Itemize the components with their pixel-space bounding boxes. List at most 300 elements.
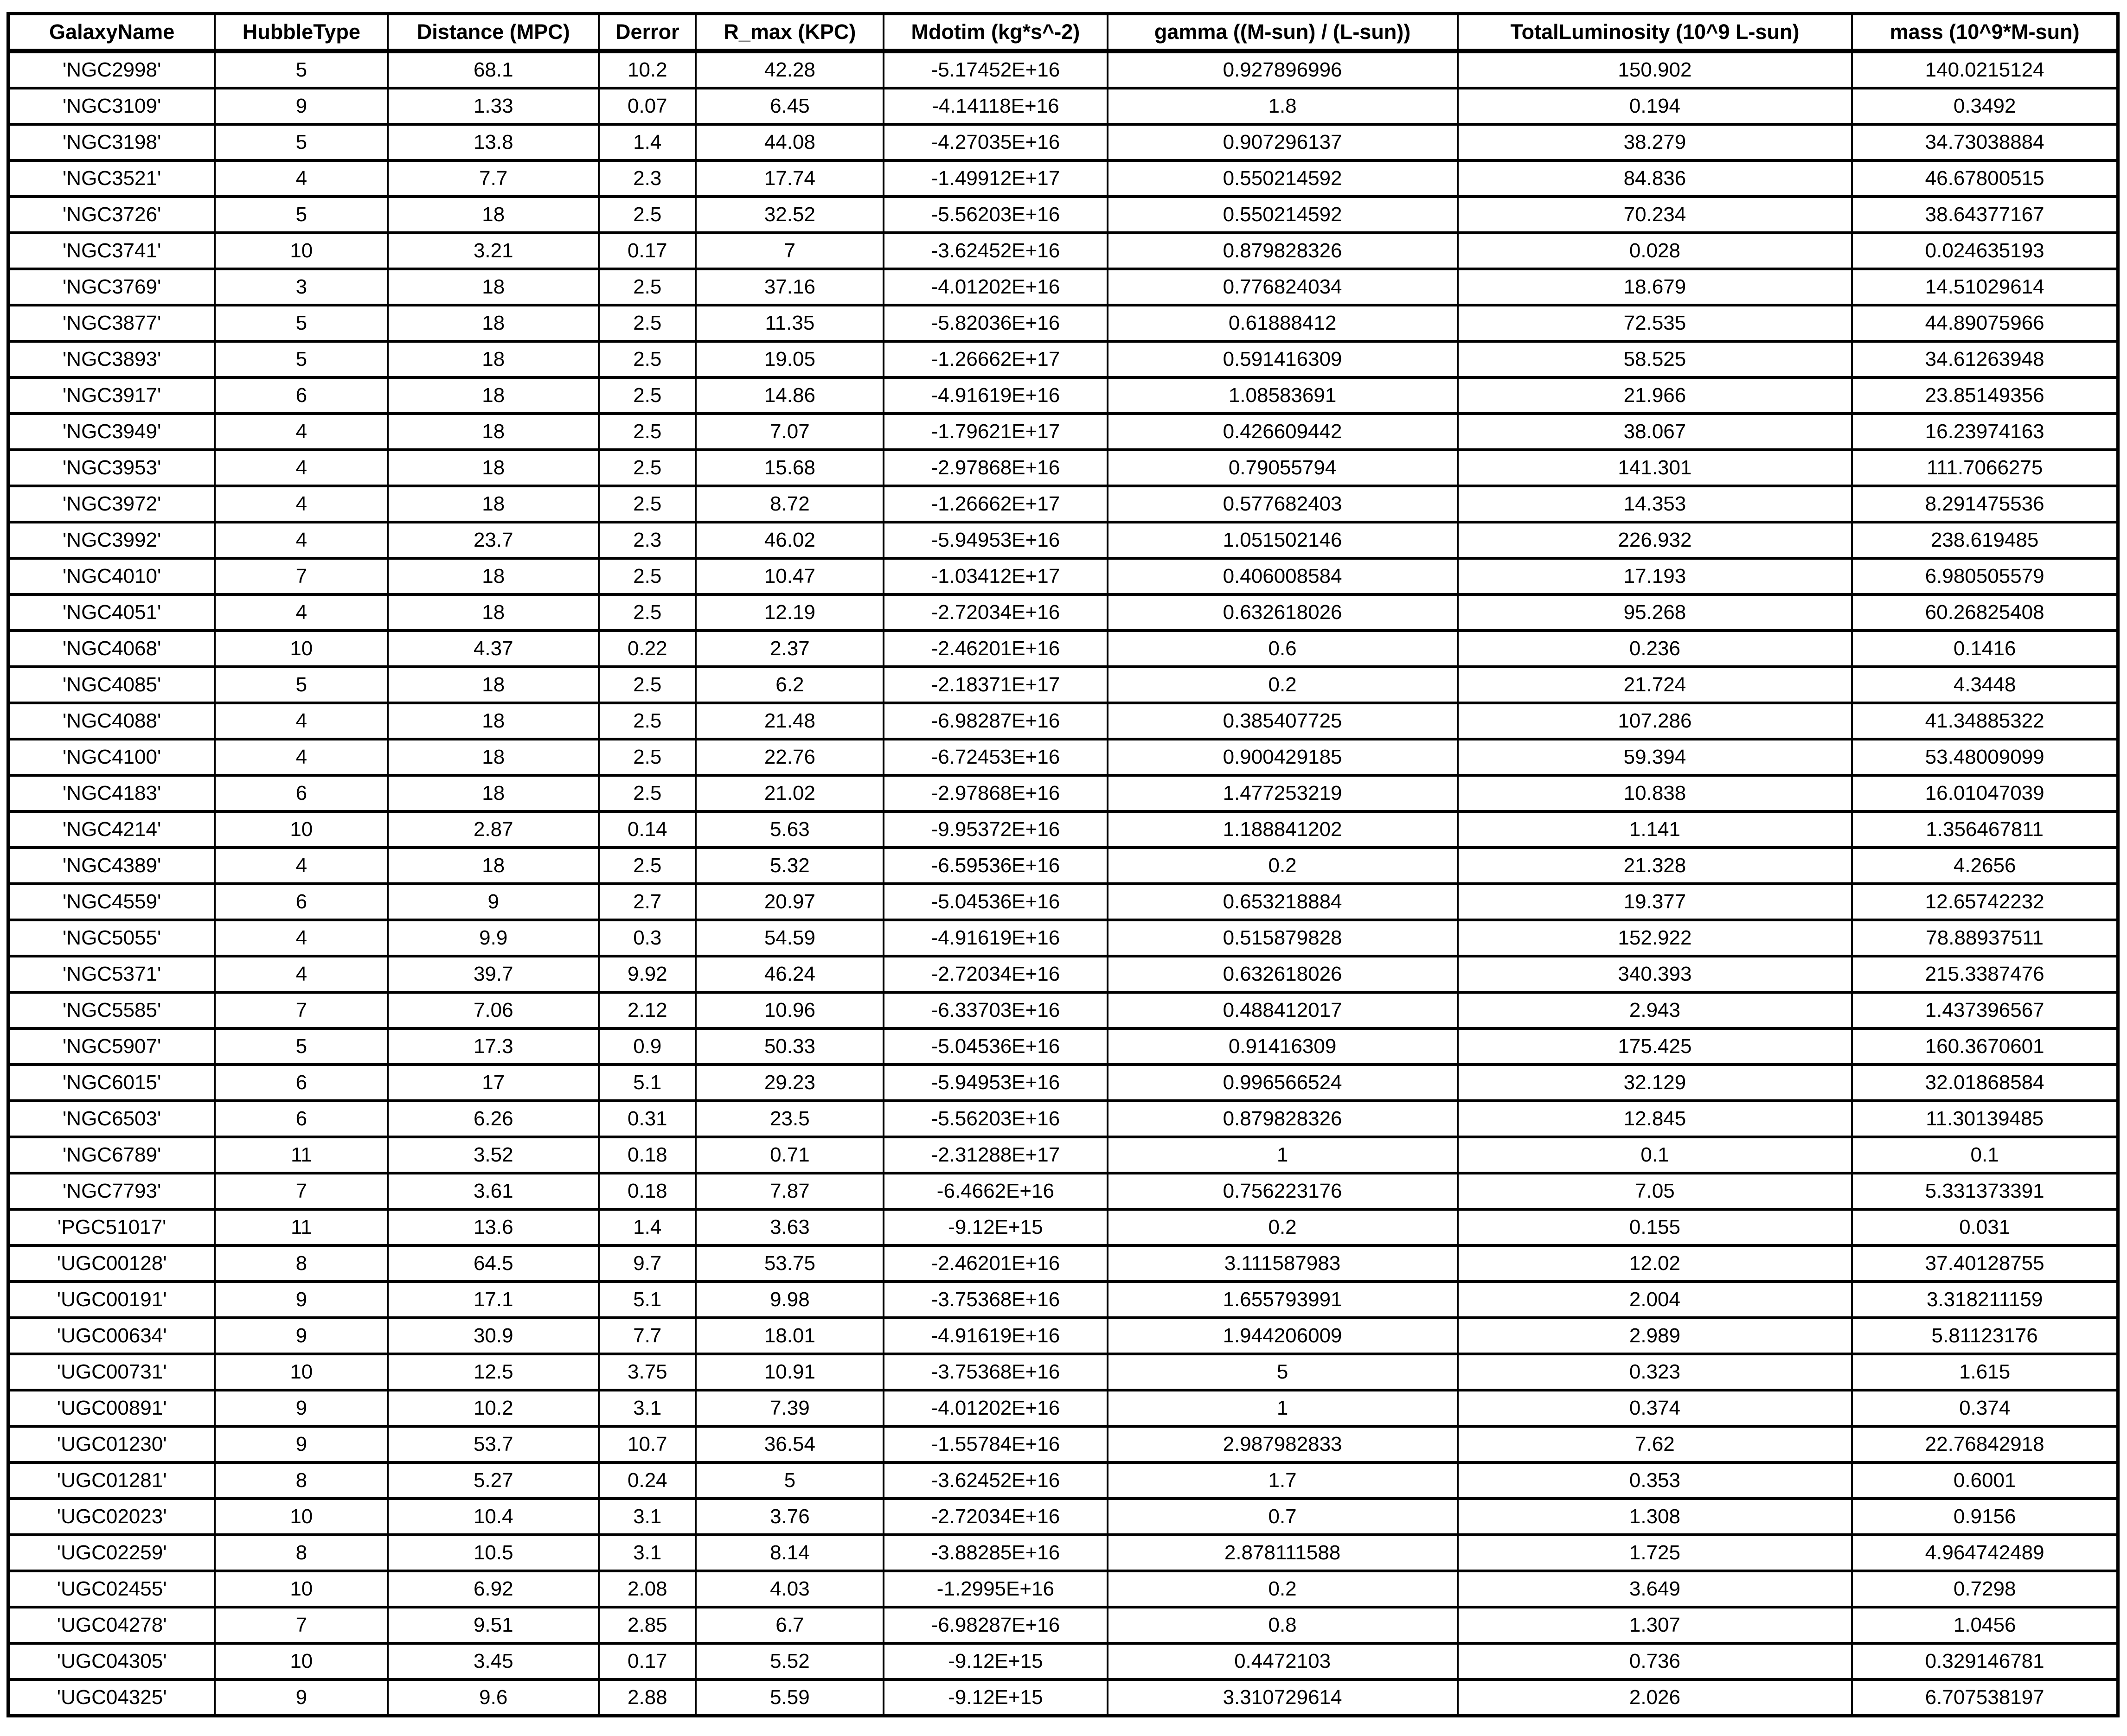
cell: -5.94953E+16 (884, 522, 1107, 558)
cell: 'NGC3972' (8, 486, 215, 522)
cell: 3.76 (696, 1499, 884, 1535)
cell: 107.286 (1458, 703, 1852, 739)
cell: 4 (215, 594, 388, 631)
cell: 5.32 (696, 848, 884, 884)
cell: 23.7 (388, 522, 599, 558)
table-row (8, 1499, 2118, 1535)
column-header: R_max (KPC) (696, 14, 884, 51)
cell: 'NGC3769' (8, 269, 215, 305)
cell: 4 (215, 848, 388, 884)
table-row (8, 269, 2118, 305)
cell: 18 (388, 558, 599, 594)
cell: 4 (215, 703, 388, 739)
cell: 0.879828326 (1108, 1101, 1458, 1137)
table-row (8, 51, 2118, 88)
cell: 'PGC51017' (8, 1209, 215, 1245)
cell: 1.437396567 (1852, 992, 2118, 1028)
cell: 59.394 (1458, 739, 1852, 775)
cell: 'NGC3953' (8, 450, 215, 486)
cell: 'UGC02259' (8, 1535, 215, 1571)
cell: 17.193 (1458, 558, 1852, 594)
cell: 3.1 (599, 1390, 696, 1426)
cell: 3.21 (388, 233, 599, 269)
table-row (8, 1209, 2118, 1245)
cell: 3.1 (599, 1535, 696, 1571)
cell: 0.6001 (1852, 1462, 2118, 1499)
cell: -4.91619E+16 (884, 1318, 1107, 1354)
cell: 10.2 (388, 1390, 599, 1426)
cell: -5.94953E+16 (884, 1065, 1107, 1101)
cell: -2.18371E+17 (884, 667, 1107, 703)
cell: 1 (1108, 1137, 1458, 1173)
cell: 0.236 (1458, 631, 1852, 667)
cell: 4.37 (388, 631, 599, 667)
table-row (8, 667, 2118, 703)
cell: 5.59 (696, 1679, 884, 1716)
cell: 7 (215, 1607, 388, 1643)
cell: 0.2 (1108, 1209, 1458, 1245)
cell: -6.4662E+16 (884, 1173, 1107, 1209)
cell: 8.291475536 (1852, 486, 2118, 522)
column-header: Derror (599, 14, 696, 51)
cell: 2.5 (599, 305, 696, 341)
cell: 17.74 (696, 160, 884, 197)
cell: 6 (215, 1065, 388, 1101)
table-row (8, 1065, 2118, 1101)
cell: 23.85149356 (1852, 377, 2118, 414)
cell: -4.01202E+16 (884, 1390, 1107, 1426)
cell: 1.8 (1108, 88, 1458, 124)
column-header: Mdotim (kg*s^-2) (884, 14, 1107, 51)
cell: 0.07 (599, 88, 696, 124)
cell: 19.05 (696, 341, 884, 377)
cell: -3.75368E+16 (884, 1354, 1107, 1390)
cell: 'NGC5907' (8, 1028, 215, 1065)
cell: 60.26825408 (1852, 594, 2118, 631)
cell: 4 (215, 739, 388, 775)
cell: 2.7 (599, 884, 696, 920)
cell: 4.03 (696, 1571, 884, 1607)
cell: 0.353 (1458, 1462, 1852, 1499)
cell: 11 (215, 1137, 388, 1173)
cell: 0.900429185 (1108, 739, 1458, 775)
cell: 7.39 (696, 1390, 884, 1426)
table-row (8, 1462, 2118, 1499)
cell: 17 (388, 1065, 599, 1101)
cell: 17.1 (388, 1282, 599, 1318)
table-row (8, 1028, 2118, 1065)
cell: 9 (215, 1282, 388, 1318)
cell: 1.477253219 (1108, 775, 1458, 811)
cell: 13.8 (388, 124, 599, 160)
cell: 1.051502146 (1108, 522, 1458, 558)
table-row (8, 124, 2118, 160)
cell: 3.318211159 (1852, 1282, 2118, 1318)
cell: 1.615 (1852, 1354, 2118, 1390)
cell: 14.86 (696, 377, 884, 414)
table-row (8, 1245, 2118, 1282)
cell: 10 (215, 1499, 388, 1535)
table-row (8, 233, 2118, 269)
cell: 'UGC04278' (8, 1607, 215, 1643)
cell: 0.61888412 (1108, 305, 1458, 341)
cell: 5.52 (696, 1643, 884, 1679)
cell: 6 (215, 884, 388, 920)
table-row (8, 450, 2118, 486)
cell: 53.75 (696, 1245, 884, 1282)
cell: 0.9156 (1852, 1499, 2118, 1535)
cell: 9.98 (696, 1282, 884, 1318)
table-row (8, 377, 2118, 414)
cell: 1.33 (388, 88, 599, 124)
cell: 5 (215, 197, 388, 233)
cell: 0.632618026 (1108, 594, 1458, 631)
cell: 39.7 (388, 956, 599, 992)
cell: 1.4 (599, 124, 696, 160)
cell: 'NGC3877' (8, 305, 215, 341)
cell: 0.776824034 (1108, 269, 1458, 305)
cell: 7.07 (696, 414, 884, 450)
cell: -2.97868E+16 (884, 775, 1107, 811)
table-row (8, 522, 2118, 558)
cell: 7 (215, 1173, 388, 1209)
cell: 11.35 (696, 305, 884, 341)
cell: 2.5 (599, 703, 696, 739)
table-row (8, 594, 2118, 631)
cell: 32.52 (696, 197, 884, 233)
cell: 1.0456 (1852, 1607, 2118, 1643)
cell: 0.7298 (1852, 1571, 2118, 1607)
cell: 53.7 (388, 1426, 599, 1462)
cell: 18 (388, 269, 599, 305)
cell: 12.02 (1458, 1245, 1852, 1282)
table-row (8, 88, 2118, 124)
cell: 17.3 (388, 1028, 599, 1065)
cell: 0.9 (599, 1028, 696, 1065)
cell: 'NGC3893' (8, 341, 215, 377)
cell: 'NGC4214' (8, 811, 215, 848)
cell: 9 (215, 1318, 388, 1354)
cell: -5.04536E+16 (884, 884, 1107, 920)
cell: 0.2 (1108, 667, 1458, 703)
cell: -5.17452E+16 (884, 51, 1107, 88)
cell: 0.22 (599, 631, 696, 667)
cell: 9 (215, 88, 388, 124)
cell: 0.756223176 (1108, 1173, 1458, 1209)
cell: 21.48 (696, 703, 884, 739)
cell: 'NGC4389' (8, 848, 215, 884)
cell: 'UGC00128' (8, 1245, 215, 1282)
cell: 2.5 (599, 269, 696, 305)
cell: 7.7 (599, 1318, 696, 1354)
cell: 21.02 (696, 775, 884, 811)
cell: 18 (388, 341, 599, 377)
cell: 140.0215124 (1852, 51, 2118, 88)
cell: 0.6 (1108, 631, 1458, 667)
cell: 4 (215, 956, 388, 992)
cell: 7.06 (388, 992, 599, 1028)
cell: 11.30139485 (1852, 1101, 2118, 1137)
cell: 7.62 (1458, 1426, 1852, 1462)
table-row (8, 1426, 2118, 1462)
cell: -1.2995E+16 (884, 1571, 1107, 1607)
cell: 'NGC4010' (8, 558, 215, 594)
cell: 0.1416 (1852, 631, 2118, 667)
cell: 5 (215, 667, 388, 703)
cell: -9.12E+15 (884, 1643, 1107, 1679)
cell: 5 (215, 51, 388, 88)
cell: -2.72034E+16 (884, 594, 1107, 631)
table-row (8, 197, 2118, 233)
cell: 9.6 (388, 1679, 599, 1716)
cell: 0.515879828 (1108, 920, 1458, 956)
cell: 340.393 (1458, 956, 1852, 992)
cell: 0.550214592 (1108, 197, 1458, 233)
cell: 22.76 (696, 739, 884, 775)
cell: -2.97868E+16 (884, 450, 1107, 486)
table-row (8, 1571, 2118, 1607)
cell: 2.943 (1458, 992, 1852, 1028)
cell: 18 (388, 450, 599, 486)
table-row (8, 414, 2118, 450)
cell: 5.1 (599, 1282, 696, 1318)
cell: 34.73038884 (1852, 124, 2118, 160)
cell: 10.7 (599, 1426, 696, 1462)
table-row (8, 305, 2118, 341)
cell: 68.1 (388, 51, 599, 88)
table-row (8, 1679, 2118, 1716)
cell: 18 (388, 197, 599, 233)
cell: 6.7 (696, 1607, 884, 1643)
cell: 0.385407725 (1108, 703, 1458, 739)
cell: 2.5 (599, 558, 696, 594)
cell: 'NGC2998' (8, 51, 215, 88)
cell: 4 (215, 486, 388, 522)
cell: 10 (215, 811, 388, 848)
cell: 'NGC3726' (8, 197, 215, 233)
cell: 18 (388, 775, 599, 811)
cell: 10 (215, 1643, 388, 1679)
cell: 0.79055794 (1108, 450, 1458, 486)
cell: 6 (215, 775, 388, 811)
cell: -4.91619E+16 (884, 377, 1107, 414)
cell: -9.12E+15 (884, 1679, 1107, 1716)
cell: 38.64377167 (1852, 197, 2118, 233)
cell: 'NGC5055' (8, 920, 215, 956)
cell: 5 (215, 305, 388, 341)
cell: -3.62452E+16 (884, 1462, 1107, 1499)
cell: 0.4472103 (1108, 1643, 1458, 1679)
cell: 4 (215, 920, 388, 956)
cell: 64.5 (388, 1245, 599, 1282)
cell: 3.1 (599, 1499, 696, 1535)
cell: 32.01868584 (1852, 1065, 2118, 1101)
cell: 111.7066275 (1852, 450, 2118, 486)
column-header: GalaxyName (8, 14, 215, 51)
cell: 'UGC04305' (8, 1643, 215, 1679)
cell: 38.279 (1458, 124, 1852, 160)
cell: -5.56203E+16 (884, 1101, 1107, 1137)
cell: 37.16 (696, 269, 884, 305)
cell: 0.577682403 (1108, 486, 1458, 522)
cell: 5.81123176 (1852, 1318, 2118, 1354)
cell: 18 (388, 848, 599, 884)
cell: -1.03412E+17 (884, 558, 1107, 594)
cell: 2.5 (599, 341, 696, 377)
cell: 58.525 (1458, 341, 1852, 377)
cell: -4.14118E+16 (884, 88, 1107, 124)
cell: 4 (215, 450, 388, 486)
table-row (8, 1354, 2118, 1390)
cell: -6.33703E+16 (884, 992, 1107, 1028)
cell: 32.129 (1458, 1065, 1852, 1101)
cell: 2.5 (599, 594, 696, 631)
cell: 0.2 (1108, 848, 1458, 884)
cell: 20.97 (696, 884, 884, 920)
cell: 'NGC3917' (8, 377, 215, 414)
table-row (8, 486, 2118, 522)
column-header: TotalLuminosity (10^9 L-sun) (1458, 14, 1852, 51)
cell: 'NGC3109' (8, 88, 215, 124)
cell: 'NGC4183' (8, 775, 215, 811)
cell: 4 (215, 414, 388, 450)
cell: 8 (215, 1245, 388, 1282)
cell: -1.49912E+17 (884, 160, 1107, 197)
cell: 6.980505579 (1852, 558, 2118, 594)
cell: 7 (215, 992, 388, 1028)
cell: 3.649 (1458, 1571, 1852, 1607)
cell: 4.2656 (1852, 848, 2118, 884)
cell: 1.141 (1458, 811, 1852, 848)
cell: 8 (215, 1535, 388, 1571)
cell: 3.61 (388, 1173, 599, 1209)
cell: 10.47 (696, 558, 884, 594)
cell: 0.1 (1852, 1137, 2118, 1173)
cell: 'NGC3521' (8, 160, 215, 197)
cell: 'UGC02455' (8, 1571, 215, 1607)
cell: 'NGC6789' (8, 1137, 215, 1173)
header-row (8, 14, 2118, 51)
cell: 30.9 (388, 1318, 599, 1354)
cell: 0.374 (1852, 1390, 2118, 1426)
cell: 41.34885322 (1852, 703, 2118, 739)
cell: 46.24 (696, 956, 884, 992)
cell: 'NGC6503' (8, 1101, 215, 1137)
cell: 5.63 (696, 811, 884, 848)
cell: 10.96 (696, 992, 884, 1028)
cell: 2.5 (599, 775, 696, 811)
cell: 2.878111588 (1108, 1535, 1458, 1571)
cell: 3 (215, 269, 388, 305)
table-row (8, 341, 2118, 377)
cell: 2.85 (599, 1607, 696, 1643)
cell: 0.8 (1108, 1607, 1458, 1643)
cell: 2.5 (599, 377, 696, 414)
cell: 2.88 (599, 1679, 696, 1716)
cell: 0.7 (1108, 1499, 1458, 1535)
cell: 14.51029614 (1852, 269, 2118, 305)
cell: 0.406008584 (1108, 558, 1458, 594)
cell: 1.308 (1458, 1499, 1852, 1535)
cell: 5 (215, 1028, 388, 1065)
cell: 9 (215, 1390, 388, 1426)
table-row (8, 1535, 2118, 1571)
cell: 175.425 (1458, 1028, 1852, 1065)
cell: 36.54 (696, 1426, 884, 1462)
cell: 10.2 (599, 51, 696, 88)
cell: 'UGC04325' (8, 1679, 215, 1716)
cell: 0.3492 (1852, 88, 2118, 124)
table-row (8, 558, 2118, 594)
cell: 1.356467811 (1852, 811, 2118, 848)
cell: 0.374 (1458, 1390, 1852, 1426)
cell: 160.3670601 (1852, 1028, 2118, 1065)
cell: 72.535 (1458, 305, 1852, 341)
cell: 'UGC00191' (8, 1282, 215, 1318)
cell: 0.879828326 (1108, 233, 1458, 269)
cell: 2.08 (599, 1571, 696, 1607)
cell: 0.91416309 (1108, 1028, 1458, 1065)
cell: 5 (696, 1462, 884, 1499)
cell: 3.63 (696, 1209, 884, 1245)
table-row (8, 1137, 2118, 1173)
cell: 0.031 (1852, 1209, 2118, 1245)
cell: 0.2 (1108, 1571, 1458, 1607)
cell: 8.72 (696, 486, 884, 522)
cell: 6 (215, 1101, 388, 1137)
cell: 'NGC3741' (8, 233, 215, 269)
cell: -4.01202E+16 (884, 269, 1107, 305)
cell: -5.04536E+16 (884, 1028, 1107, 1065)
column-header: Distance (MPC) (388, 14, 599, 51)
table-row (8, 631, 2118, 667)
table-row (8, 1173, 2118, 1209)
cell: 9 (388, 884, 599, 920)
table-row (8, 739, 2118, 775)
cell: 5.331373391 (1852, 1173, 2118, 1209)
cell: 18 (388, 486, 599, 522)
cell: 1.08583691 (1108, 377, 1458, 414)
cell: 70.234 (1458, 197, 1852, 233)
cell: 3.310729614 (1108, 1679, 1458, 1716)
cell: 10.4 (388, 1499, 599, 1535)
cell: 2.987982833 (1108, 1426, 1458, 1462)
cell: 238.619485 (1852, 522, 2118, 558)
table-row (8, 920, 2118, 956)
cell: 10.91 (696, 1354, 884, 1390)
cell: 6.26 (388, 1101, 599, 1137)
table-row (8, 992, 2118, 1028)
cell: 141.301 (1458, 450, 1852, 486)
cell: 0.653218884 (1108, 884, 1458, 920)
cell: 9 (215, 1679, 388, 1716)
cell: 0.323 (1458, 1354, 1852, 1390)
table-row (8, 1643, 2118, 1679)
table-header (8, 14, 2118, 51)
cell: 2.3 (599, 522, 696, 558)
table-row (8, 703, 2118, 739)
cell: 84.836 (1458, 160, 1852, 197)
cell: 23.5 (696, 1101, 884, 1137)
cell: 2.5 (599, 414, 696, 450)
cell: 18 (388, 594, 599, 631)
cell: 44.89075966 (1852, 305, 2118, 341)
cell: 0.488412017 (1108, 992, 1458, 1028)
cell: 18 (388, 414, 599, 450)
cell: 10.838 (1458, 775, 1852, 811)
cell: -2.31288E+17 (884, 1137, 1107, 1173)
cell: 21.724 (1458, 667, 1852, 703)
